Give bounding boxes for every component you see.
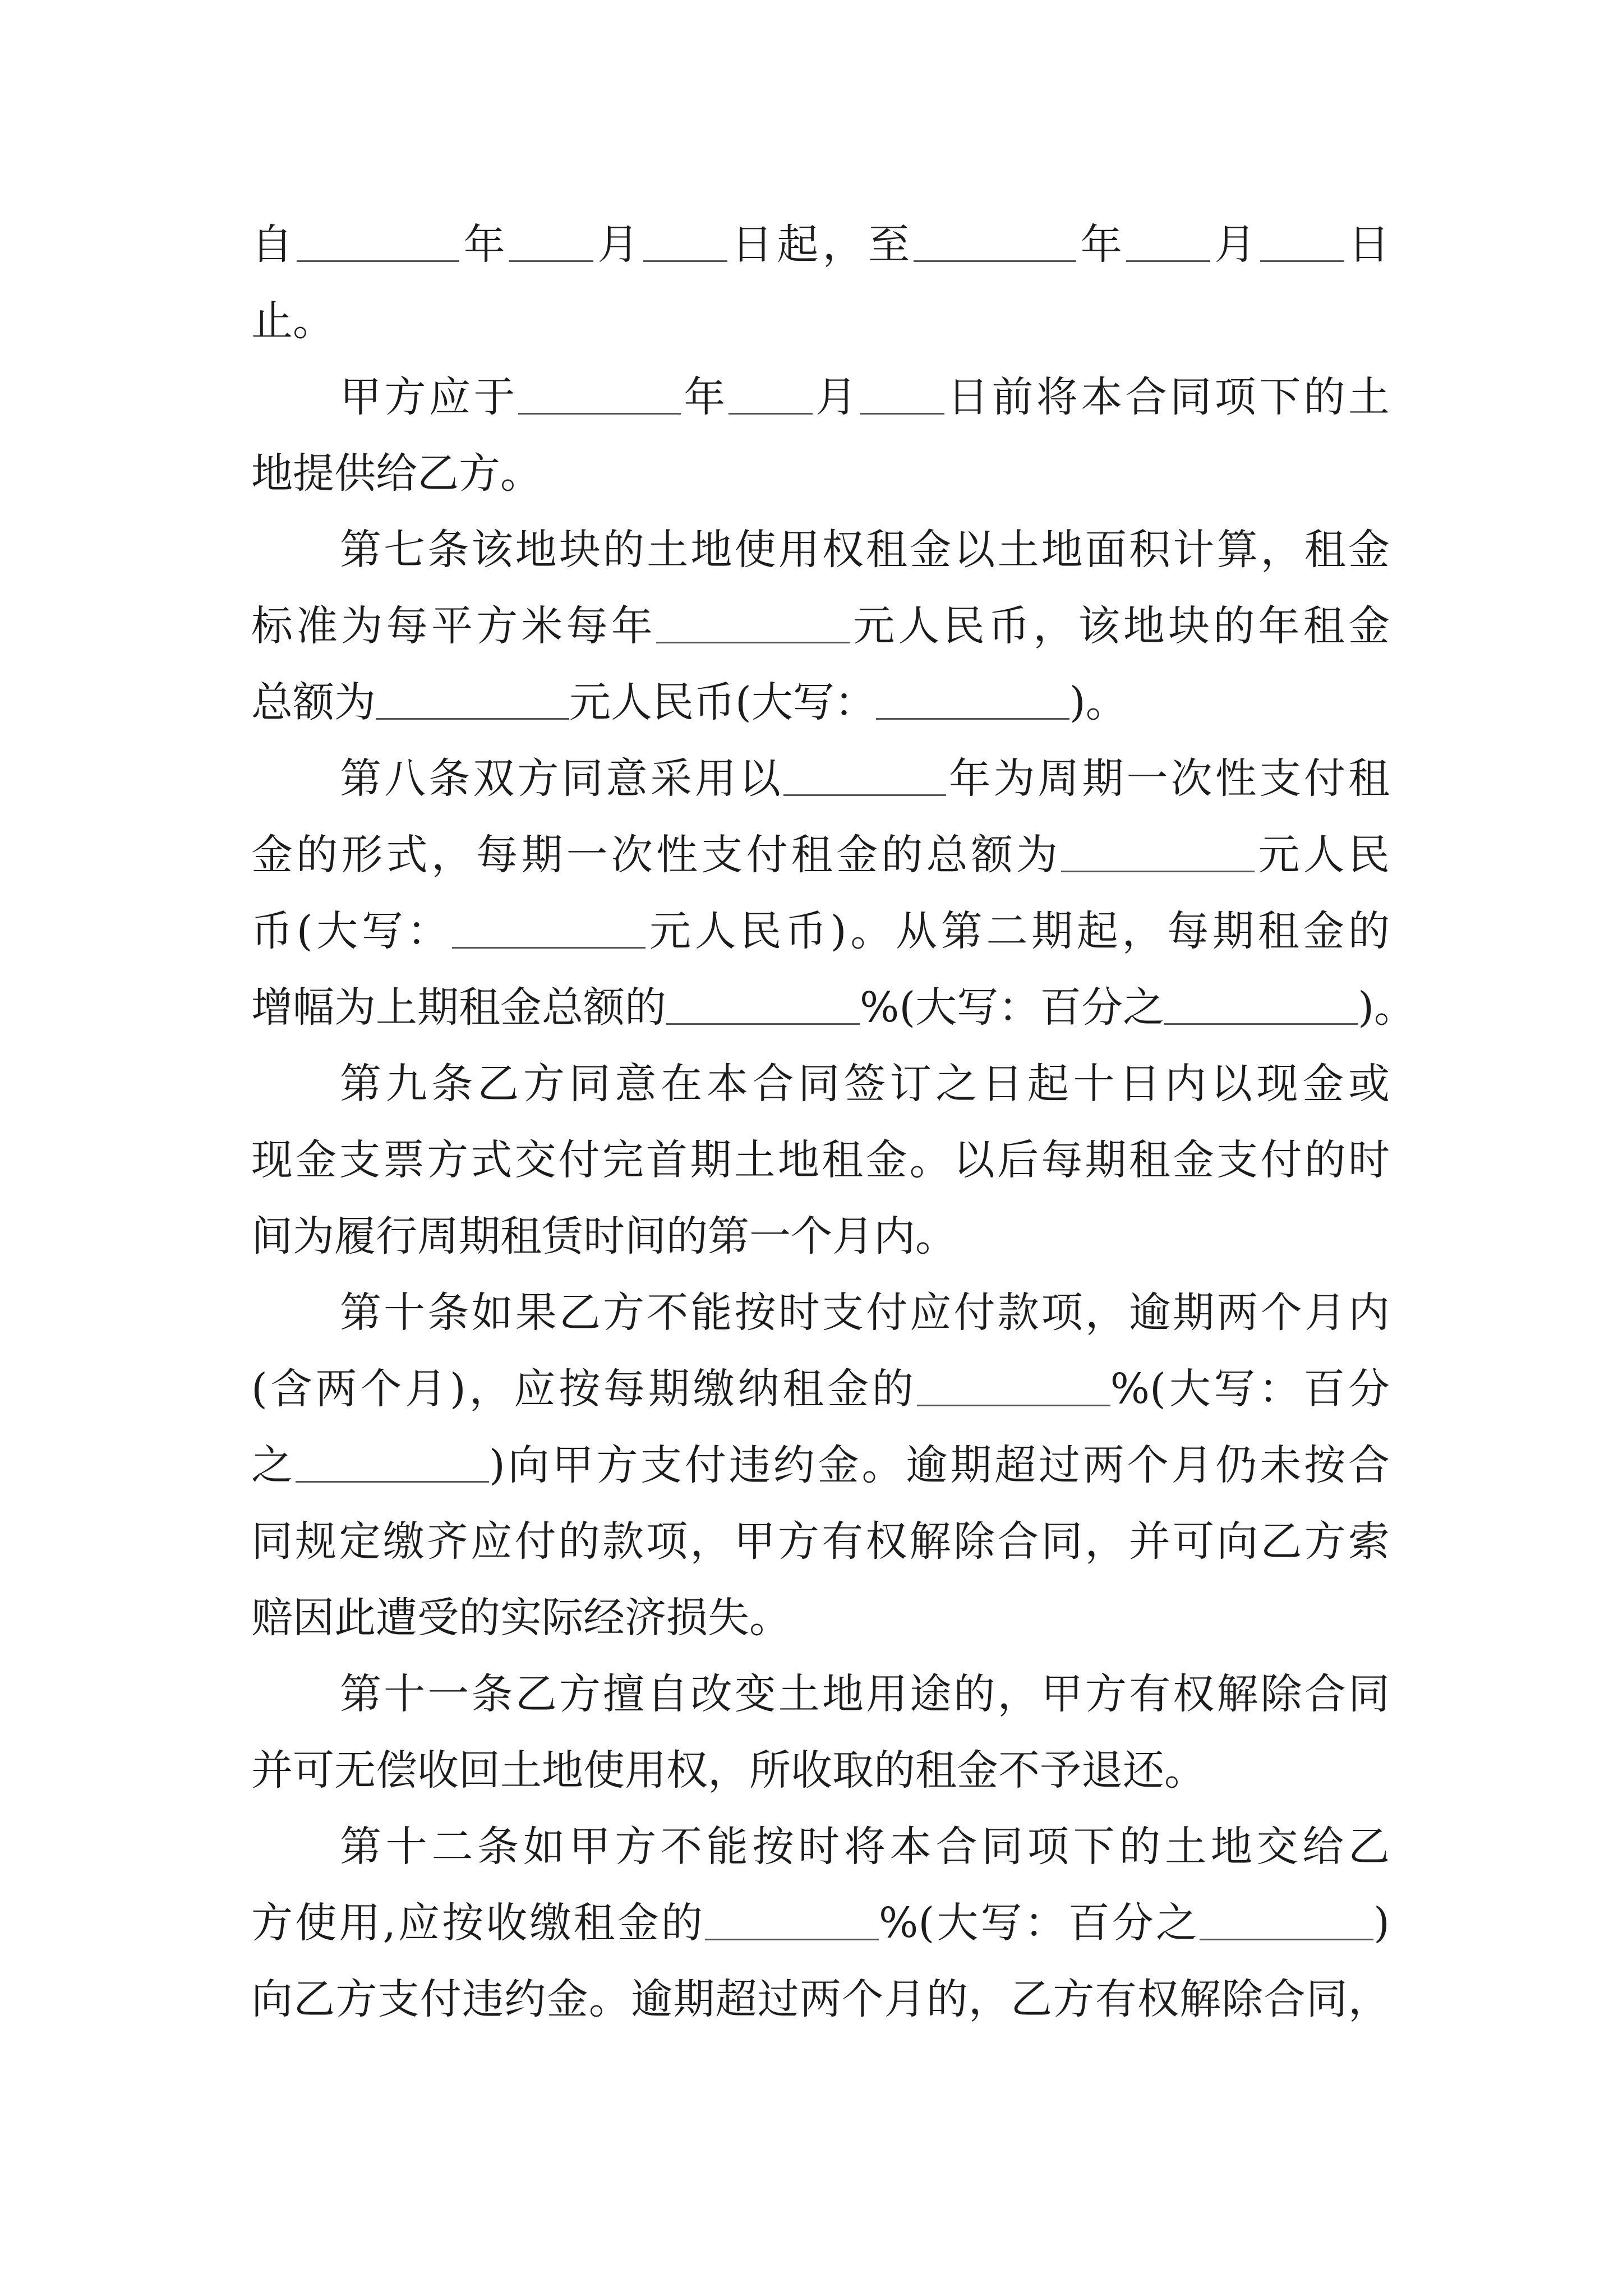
text-run: 元人民币)。从第二期起，每期租金的 (645, 907, 1390, 955)
text-line-5: 第七条该地块的土地使用权租金以土地面积计算，租金 (340, 526, 1390, 574)
fill-blank (452, 912, 645, 949)
text-run: )向甲方支付违约金。逾期超过两个月仍未按合 (488, 1441, 1390, 1489)
text-run: 日前将本合同项下的土 (944, 373, 1390, 421)
text-line-8 (340, 740, 1390, 817)
fill-blank (876, 683, 1069, 720)
fill-blank (728, 378, 813, 415)
fill-blank (518, 378, 681, 415)
fill-blank (1061, 836, 1255, 872)
text-run: %(大写：百分 (1110, 1365, 1390, 1413)
text-line-17 (251, 1427, 1390, 1503)
text-run: 日 (1344, 220, 1390, 269)
fill-blank (1126, 226, 1210, 262)
text-line-11 (251, 969, 1416, 1046)
text-line-18: 同规定缴齐应付的款项，甲方有权解除合同，并可向乙方索 (251, 1517, 1390, 1566)
fill-blank (917, 1370, 1110, 1406)
fill-blank (783, 760, 946, 796)
fill-blank (1164, 988, 1358, 1025)
fill-blank (666, 988, 860, 1025)
fill-blank (296, 1446, 489, 1483)
text-run: %(大写：百分之 (860, 983, 1165, 1032)
text-run: 甲方应于 (340, 373, 518, 421)
text-line-23 (251, 1885, 1390, 1961)
text-line-10 (251, 893, 1390, 969)
fill-blank (509, 226, 593, 262)
fill-blank (1260, 226, 1344, 262)
text-run: 第八条双方同意采用以 (340, 754, 783, 803)
text-line-6 (251, 588, 1390, 664)
text-line-3 (340, 359, 1390, 435)
text-line-19: 赔因此遭受的实际经济损失。 (251, 1594, 791, 1642)
text-run: 元人民币，该地块的年租金 (850, 602, 1390, 650)
text-line-20: 第十一条乙方擅自改变土地用途的，甲方有权解除合同 (340, 1670, 1390, 1718)
fill-blank (705, 1904, 879, 1940)
fill-blank (297, 226, 459, 262)
text-line-7 (251, 664, 1390, 740)
text-run: 年 (1076, 220, 1127, 269)
text-run: 方使用,应按收缴租金的 (251, 1899, 705, 1947)
text-run: 元人民币(大写： (569, 678, 876, 726)
text-run: )。 (1358, 983, 1416, 1032)
fill-blank (656, 607, 850, 643)
text-run: 年为周期一次性支付租 (946, 754, 1390, 803)
text-run: (含两个月)，应按每期缴纳租金的 (251, 1365, 917, 1413)
text-run: 月 (593, 220, 643, 269)
text-run: 增幅为上期租金总额的 (251, 983, 666, 1032)
text-line-24: 向乙方支付违约金。逾期超过两个月的，乙方有权解除合同， (251, 1975, 1390, 2023)
text-line-4: 地提供给乙方。 (251, 449, 542, 498)
text-line-9 (251, 817, 1390, 893)
text-run: 之 (251, 1441, 296, 1489)
text-line-14: 间为履行周期租赁时间的第一个月内。 (251, 1212, 957, 1260)
text-run: )。 (1069, 678, 1127, 726)
text-run: 年 (680, 373, 728, 421)
text-line-15: 第十条如果乙方不能按时支付应付款项，逾期两个月内 (340, 1289, 1390, 1337)
text-run: 自 (251, 220, 297, 269)
fill-blank (643, 226, 727, 262)
text-run: %(大写：百分之 (879, 1899, 1200, 1947)
text-run: 币(大写： (251, 907, 453, 955)
text-run: 月 (1210, 220, 1260, 269)
text-line-21: 并可无偿收回土地使用权，所收取的租金不予退还。 (251, 1746, 1206, 1795)
text-run: 总额为 (251, 678, 376, 726)
text-run: 年 (459, 220, 510, 269)
text-line-22: 第十二条如甲方不能按时将本合同项下的土地交给乙 (340, 1823, 1390, 1871)
fill-blank (860, 378, 944, 415)
text-run: ) (1373, 1899, 1390, 1947)
text-run: 标准为每平方米每年 (251, 602, 657, 650)
text-line-12: 第九条乙方同意在本合同签订之日起十日内以现金或 (340, 1060, 1390, 1108)
text-line-1 (251, 206, 1390, 283)
text-line-13: 现金支票方式交付完首期土地租金。以后每期租金支付的时 (251, 1136, 1390, 1184)
text-line-2: 止。 (251, 297, 334, 345)
text-run: 元人民 (1255, 831, 1390, 879)
fill-blank (376, 683, 569, 720)
fill-blank (1200, 1904, 1373, 1940)
text-run: 金的形式，每期一次性支付租金的总额为 (251, 831, 1062, 879)
text-line-16 (251, 1351, 1390, 1427)
text-run: 月 (812, 373, 860, 421)
fill-blank (914, 226, 1076, 262)
text-run: 日起，至 (727, 220, 914, 269)
